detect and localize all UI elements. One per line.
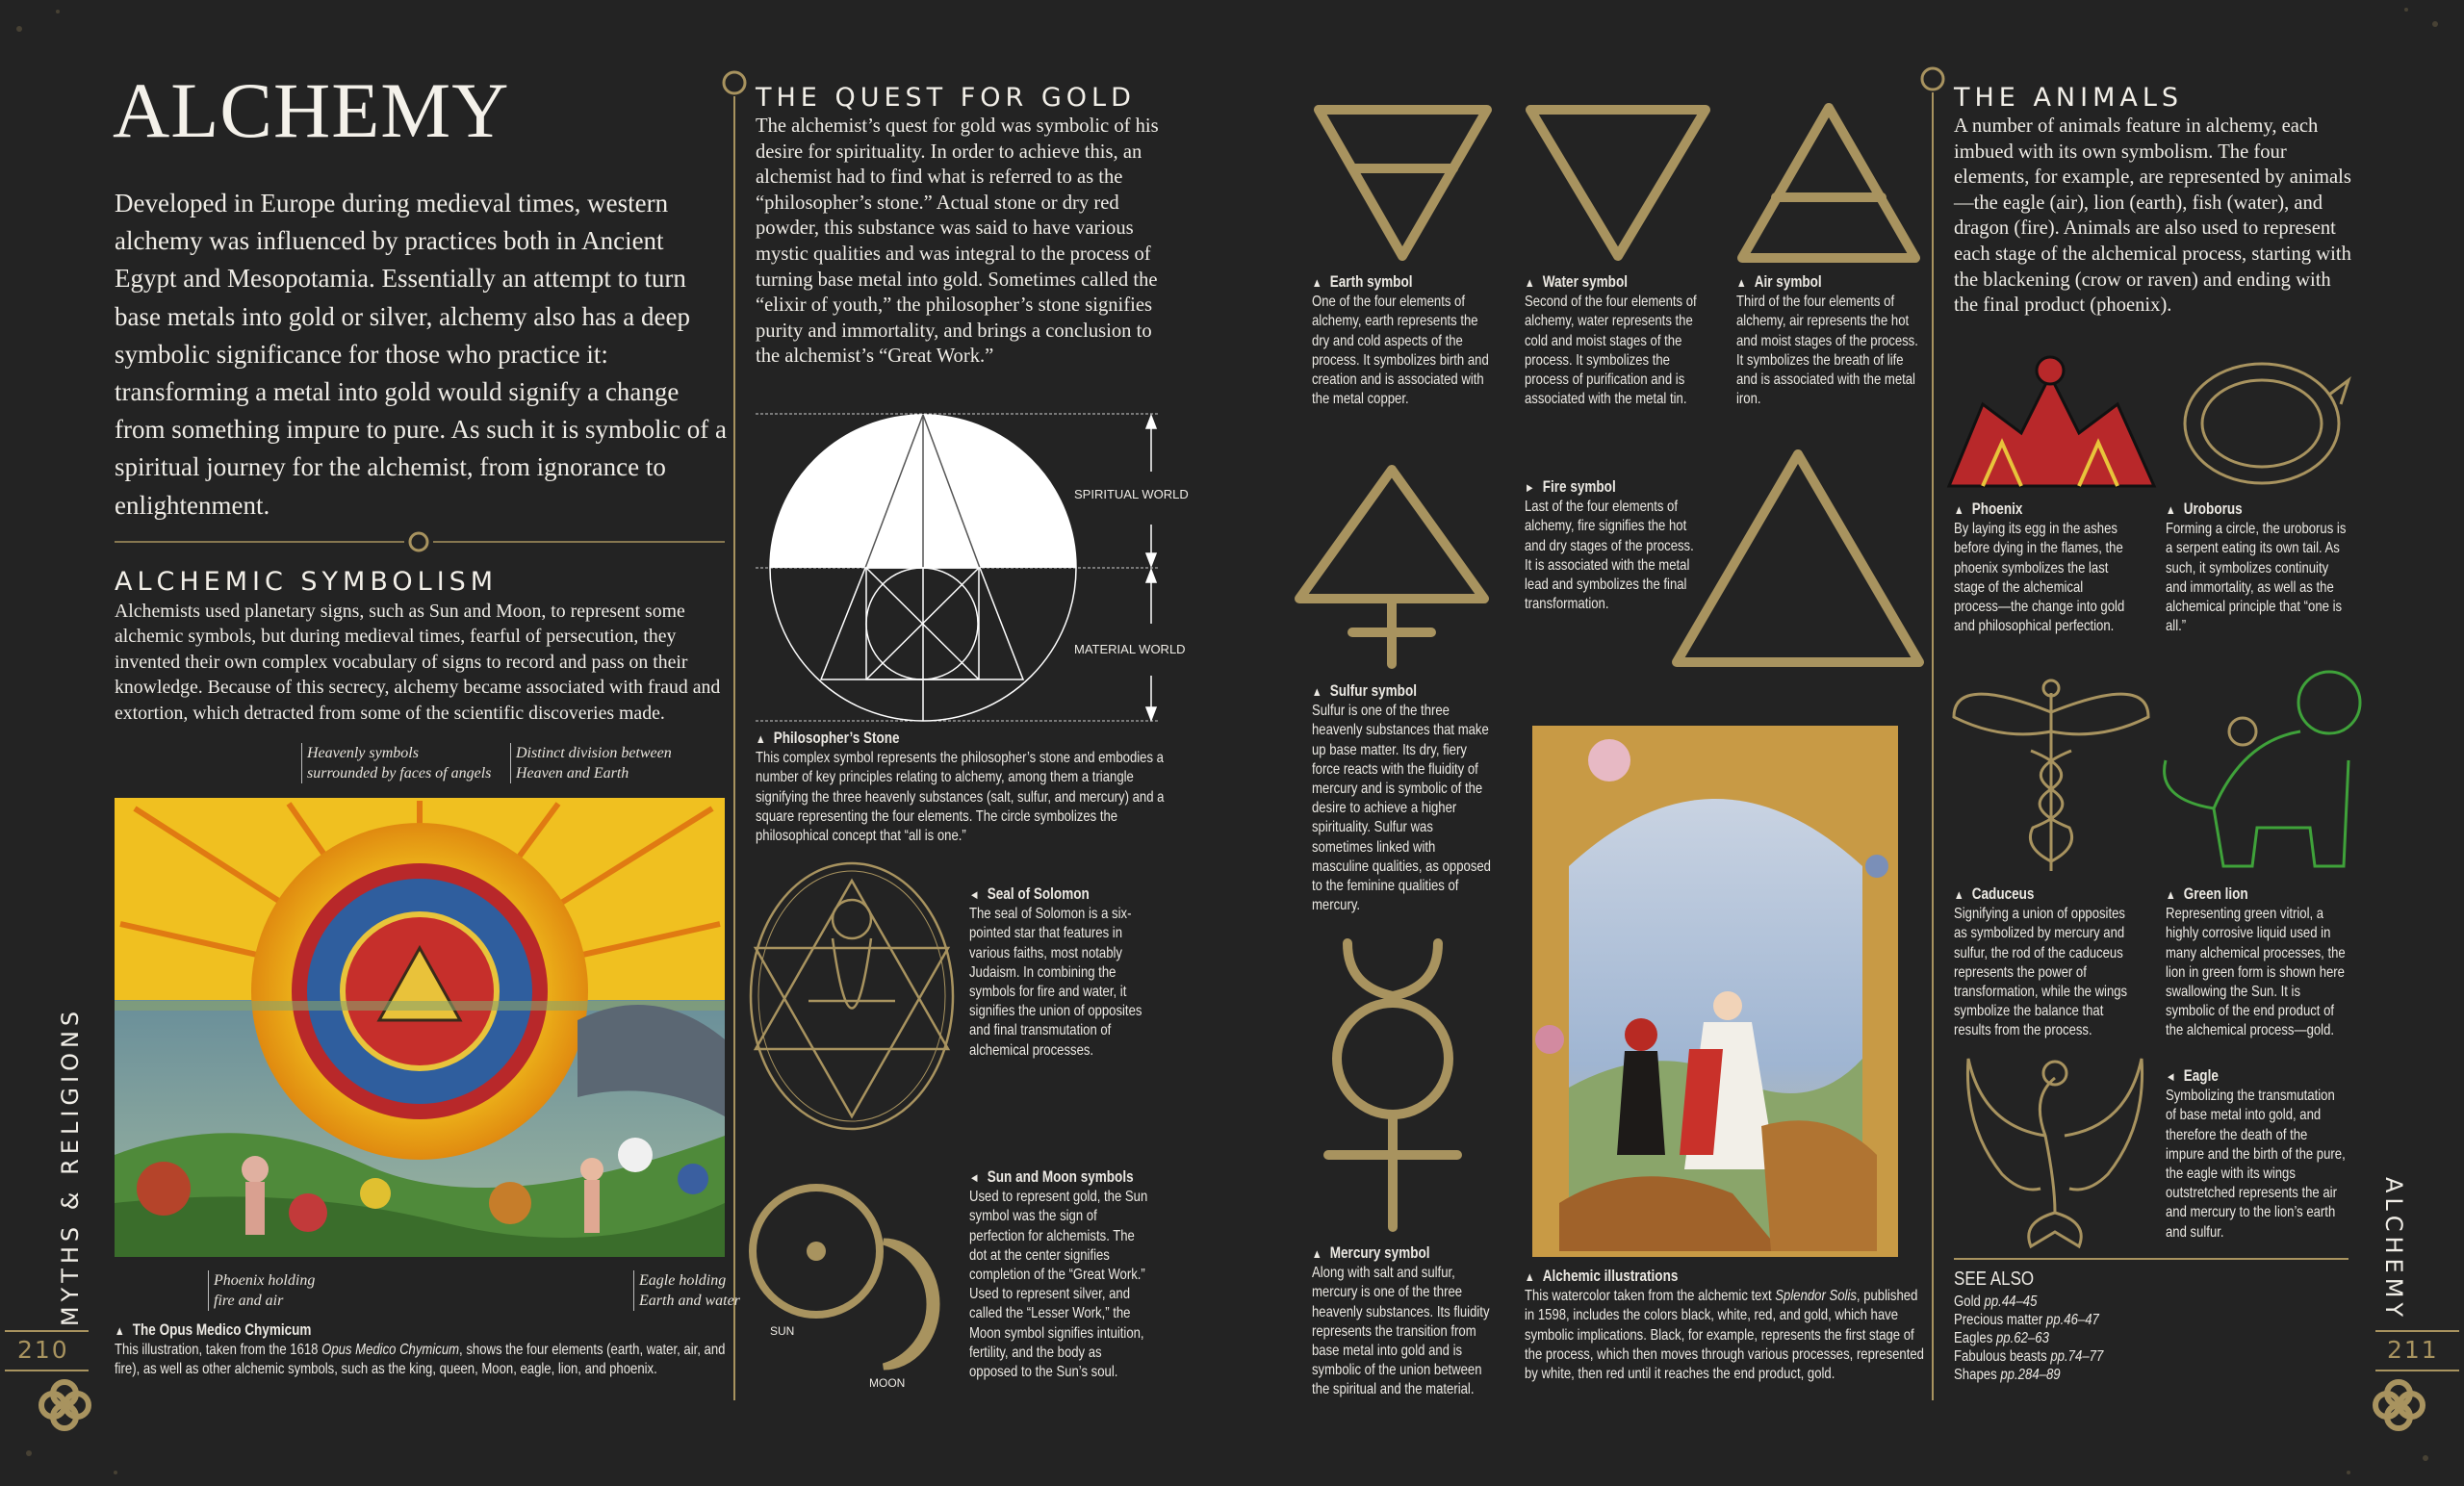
sulfur-symbol-icon [1299,470,1484,664]
splendor-solis-illustration [1532,726,1898,1257]
quest-body: The alchemist’s quest for gold was symbolic of his desire for spirituality. In order to achieve this, an alchemist had to find what is referred to as the “philosopher’s stone.” Actual stone or dry red powder, this substance was said to have various mystic qualities and was integral to the process of turning base metal into gold. Sometimes called the “elixir of youth,” the philosopher’s stone signifies purity and immortality, and brings a conclusion to the alchemist’s “Great Work.” [756,115,1159,368]
moon-symbol-icon [884,1242,937,1367]
quest-rule-ornament-icon [724,72,745,93]
philosophers-stone-caption: ▲ Philosopher’s Stone This complex symbol represents the philosopher’s stone and embodies a number of key principles relating to alchemy, among them a triangle signifying the three heavenly substances (salt, sulfur, and mercury) and a square representing the four elements. The circle symbolizes the philosophical concept that “all is one.” [756,729,1166,846]
philosophers-stone-diagram [756,414,1160,721]
sun-label: SUN [770,1324,795,1338]
uroborus-caption: ▲ Uroborus Forming a circle, the uroborus is a serpent eating its own tail. As such, it symbolizes continuity and immortality, as well as the alchemical principle that “one is all.” [2166,500,2348,636]
page-title: ALCHEMY [113,66,510,154]
sulfur-caption: ▲ Sulfur symbol Sulfur is one of the three heavenly substances that make up base matter. Its dry, fiery force reacts with the fluidity of mercury and is symbolic of the desire to achieve a higher spirituality. Sulfur was sometimes linked with masculine qualities, as opposed to the feminine qualities of mercury. [1312,681,1492,915]
right-page-number: 211 [2387,1336,2439,1364]
seal-of-solomon-illustration [751,863,953,1129]
fire-symbol-icon [1677,454,1919,662]
opus-medico-chymicum-illustration [115,798,725,1257]
phoenix-illustration [1949,357,2154,486]
callout-phoenix: Phoenix holding fire and air [208,1270,315,1311]
callout-division: Distinct division between Heaven and Earth [510,743,672,783]
callout-heavenly-symbols: Heavenly symbols surrounded by faces of angels [301,743,491,783]
see-also-link[interactable]: Fabulous beasts pp.74–77 [1954,1348,2104,1365]
mercury-caption: ▲ Mercury symbol Along with salt and sulfur, mercury is one of the three heavenly substances. Its fluidity represents the transition from base metal into gold and is symbolic of the union between the spiritual and the material. [1312,1243,1492,1400]
left-running-head: MYTHS & RELIGIONS [57,1006,84,1327]
water-caption: ▲ Water symbol Second of the four elements of alchemy, water represents the cold and moist stages of the process. It symbolizes the process of purification and is associated with the metal tin. [1525,272,1703,409]
green-lion-illustration [2165,672,2360,866]
quest-heading: THE QUEST FOR GOLD [756,83,1136,113]
eagle-illustration [1967,1059,2142,1246]
see-also-link[interactable]: Shapes pp.284–89 [1954,1367,2061,1383]
left-footer-ornament-icon [41,1382,89,1428]
green-lion-caption: ▲ Green lion Representing green vitriol, a highly corrosive liquid used in many alchemical processes, the lion in green form is shown here swallowing the Sun. It is symbolic of the end product of the alchemical process—gold. [2166,884,2348,1041]
animals-rule-ornament-icon [1922,68,1943,90]
water-symbol-icon [1530,110,1706,256]
label-spiritual-world: SPIRITUAL WORLD [1074,487,1189,501]
uroborus-illustration [2185,364,2348,483]
see-also [1954,1268,2103,1384]
divider-ornament-icon [410,533,427,551]
callout-eagle: Eagle holding Earth and water [633,1270,740,1311]
see-also-link[interactable]: Precious matter pp.46–47 [1954,1312,2099,1328]
caduceus-illustration [1954,680,2148,871]
sun-symbol-icon [753,1188,880,1315]
phoenix-caption: ▲ Phoenix By laying its egg in the ashes before dying in the flames, the phoenix symbolizes the last stage of the alchemical process—the change into gold and philosophical perfection. [1954,500,2129,636]
fire-caption: ► Fire symbol Last of the four elements of alchemy, fire signifies the hot and dry stages of the process. It is associated with the metal lead and symbolizes the final transformation. [1525,477,1703,614]
intro-paragraph: Developed in Europe during medieval times, western alchemy was influenced by practices both in Ancient Egypt and Mesopotamia. Essentially an attempt to turn base metals into gold or silver, alchemy also has a deep symbolic significance for those who practice it: transforming a metal into gold would signify a change from something impure to pure. As such it is symbolic of a spiritual journey for the alchemist, from ignorance to enlightenment. [115,189,727,520]
earth-caption: ▲ Earth symbol One of the four elements of alchemy, earth represents the dry and cold aspects of the process. It symbolizes birth and creation and is associated with the metal copper. [1312,272,1490,409]
see-also-heading: SEE ALSO [1954,1268,2035,1290]
air-caption: ▲ Air symbol Third of the four elements of alchemy, air represents the hot and moist stages of the process. It symbolizes the breath of life and is associated with the metal iron. [1736,272,1927,409]
opus-caption-title: ▲ The Opus Medico Chymicum [115,1320,731,1341]
right-footer-ornament-icon [2375,1382,2423,1428]
air-symbol-icon [1742,108,1915,258]
animals-heading: THE ANIMALS [1954,83,2184,113]
moon-label: MOON [869,1376,906,1390]
symbolism-body: Alchemists used planetary signs, such as Sun and Moon, to represent some alchemic symbols, but during medieval times, fearful of persecution, they invented their own complex vocabulary of signs to record and pass on their knowledge. Because of this secrecy, alchemy became associated with fraud and extortion, which detracted from some of the scientific discoveries made. [115,601,721,724]
right-running-head: ALCHEMY [2380,1176,2407,1322]
see-also-link[interactable]: Gold pp.44–45 [1954,1294,2038,1310]
left-page-number: 210 [17,1336,69,1364]
animals-body: A number of animals feature in alchemy, each imbued with its own symbolism. The four elements, for example, are represented by animals—the eagle (air), lion (earth), fish (water), and dragon (fire). Animals are also used to represent each stage of the alchemical process, starting with the blackening (crow or raven) and ending with the final product (phoenix). [1954,115,2351,317]
sun-moon-caption: ◄ Sun and Moon symbols Used to represent gold, the Sun symbol was the sign of perfection for alchemists. The dot at the center signifies completion of the “Great Work.” Used to represent silver, and called the “Lesser Work,” the Moon symbol signifies intuition, fertility, and the body as opposed to the Sun’s soul. [969,1167,1152,1382]
symbolism-heading: ALCHEMIC SYMBOLISM [115,567,499,597]
alchemic-illustrations-caption: ▲ Alchemic illustrations This watercolor taken from the alchemic text Splendor Solis, published in 1598, includes the colors black, white, red, and gold, which have symbolic implications. Black, for example, represents the first stage of the process, which then moves through various processes, represented by white, then red until it reaches the end product, gold. [1525,1267,1927,1384]
caduceus-caption: ▲ Caduceus Signifying a union of opposites as symbolized by mercury and sulfur, the rod of the caduceus represents the power of transformation, while the wings symbolize the balance that results from the process. [1954,884,2129,1041]
see-also-link[interactable]: Eagles pp.62–63 [1954,1330,2049,1346]
mercury-symbol-icon [1328,943,1457,1227]
label-material-world: MATERIAL WORLD [1074,642,1186,656]
seal-caption: ◄ Seal of Solomon The seal of Solomon is a six-pointed star that features in various faiths, most notably Judaism. In combining the symbols for fire and water, it signifies the union of opposites and final transmutation of alchemical processes. [969,884,1152,1061]
opus-caption: ▲ The Opus Medico Chymicum This illustration, taken from the 1618 Opus Medico Chymicum, shows the four elements (earth, water, air, and fire), as well as other alchemic symbols, such as the king, queen, Moon, eagle, lion, and phoenix. [115,1320,731,1380]
earth-symbol-icon [1319,110,1487,256]
eagle-caption: ◄ Eagle Symbolizing the transmutation of base metal into gold, and therefore the death of the impure and the birth of the pure, the eagle with its wings outstretched represents the air and mercury to the lion’s earth and sulfur. [2166,1066,2348,1243]
